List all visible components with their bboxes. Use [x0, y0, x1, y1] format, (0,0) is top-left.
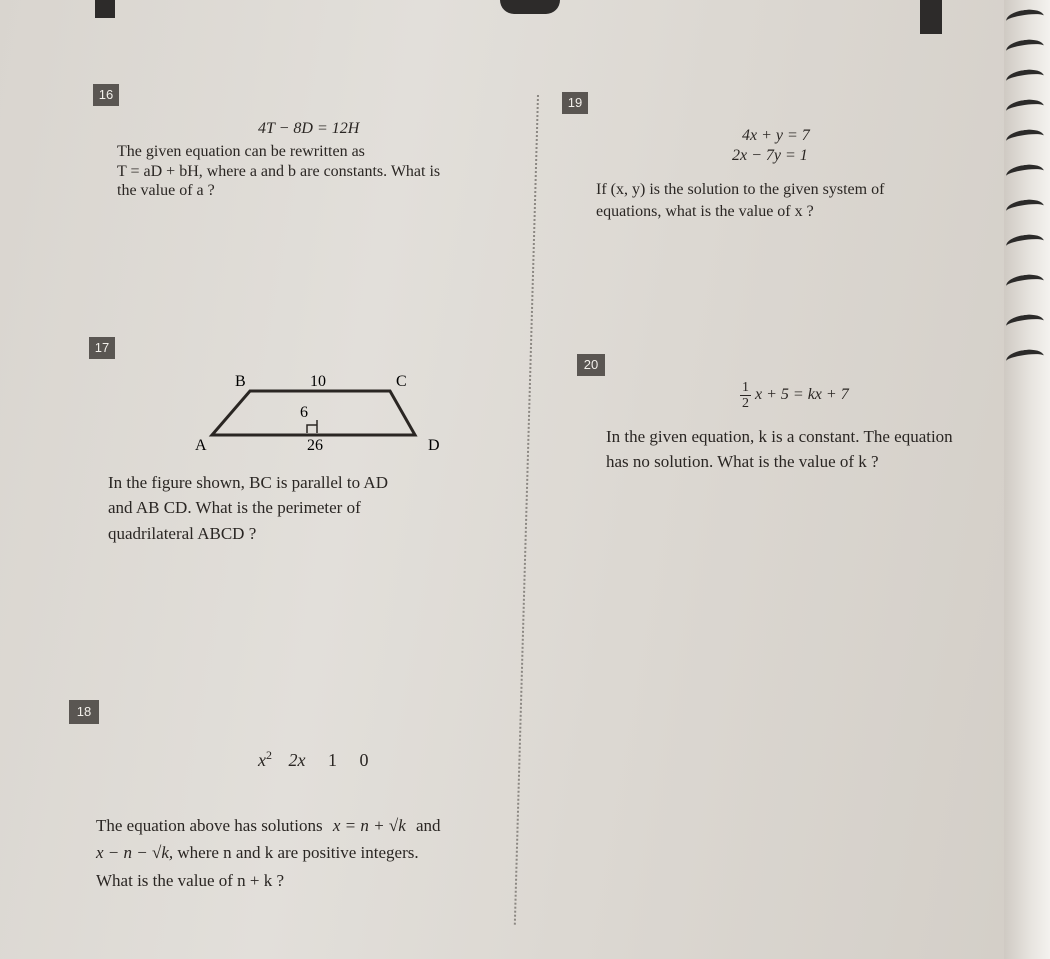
binding-ring — [1005, 197, 1045, 219]
q18-line1-post: and — [416, 816, 441, 835]
q20-fraction — [740, 380, 751, 411]
q19-text-line1: If (x, y) is the solution to the given system of — [596, 181, 885, 198]
q18-term3: 1 — [328, 750, 337, 770]
q18-x: x — [258, 750, 266, 770]
q18-line2-post: where n and k are positive integers. — [177, 843, 419, 862]
top-length-label: 10 — [310, 373, 326, 390]
q16-text-line1: The given equation can be rewritten as — [117, 143, 365, 160]
q18-exponent: 2 — [266, 748, 272, 762]
right-angle-marker — [307, 425, 317, 433]
bottom-length-label: 26 — [307, 437, 323, 454]
q18-text-line1 — [96, 813, 441, 839]
question-number-18: 18 — [69, 700, 99, 724]
binding-ring — [1005, 232, 1045, 254]
binding-ring — [1005, 67, 1045, 89]
binding-ring — [1005, 347, 1045, 369]
top-shadow — [500, 0, 560, 14]
q18-text-line2 — [96, 840, 419, 866]
q16-equation: 4T − 8D = 12H — [258, 120, 360, 137]
question-number-17: 17 — [89, 337, 115, 359]
q18-equation — [258, 748, 369, 771]
binding-ring — [1005, 127, 1045, 149]
vertex-a-label: A — [195, 437, 207, 454]
question-number-19: 19 — [562, 92, 588, 114]
q18-line2-math: x − n − √k, — [96, 843, 174, 862]
q18-rhs: 0 — [359, 750, 369, 770]
trapezoid-figure — [190, 362, 450, 458]
binding-ring — [1005, 312, 1045, 334]
q16-text-line3: the value of a ? — [117, 182, 215, 199]
q20-text-line1: In the given equation, k is a constant. The equation — [606, 427, 953, 446]
top-shadow — [95, 0, 115, 18]
q20-equation-rest: x + 5 = kx + 7 — [755, 386, 849, 404]
height-label: 6 — [300, 404, 308, 421]
q20-equation — [740, 380, 849, 411]
q17-text-line2: and AB CD. What is the perimeter of — [108, 498, 361, 517]
binding-ring — [1005, 162, 1045, 184]
vertex-c-label: C — [396, 373, 407, 390]
fraction-denominator: 2 — [742, 396, 749, 411]
column-divider — [514, 95, 539, 925]
question-number-20: 20 — [577, 354, 605, 376]
q19-equation-1: 4x + y = 7 — [742, 127, 810, 144]
q16-text-line2: T = aD + bH, where a and b are constants. What is — [117, 163, 441, 180]
q18-line1-pre: The equation above has solutions — [96, 816, 323, 835]
binding-ring — [1005, 272, 1045, 294]
q18-line1-math: x = n + √k — [332, 816, 406, 835]
q18-term2: 2x — [288, 750, 306, 770]
vertex-d-label: D — [428, 437, 440, 454]
q19-equation-2: 2x − 7y = 1 — [732, 147, 808, 164]
top-shadow — [920, 0, 942, 34]
vertex-b-label: B — [235, 373, 246, 390]
binding-ring — [1005, 97, 1045, 119]
fraction-numerator: 1 — [742, 380, 749, 395]
binding-ring — [1005, 37, 1045, 59]
q19-text-line2: equations, what is the value of x ? — [596, 203, 814, 220]
spiral-binding — [1004, 0, 1050, 959]
q17-text-line1: In the figure shown, BC is parallel to AD — [108, 473, 388, 492]
trapezoid-shape — [212, 391, 415, 435]
q20-text-line2: has no solution. What is the value of k ? — [606, 452, 879, 471]
binding-ring — [1005, 7, 1045, 29]
q18-text-line3: What is the value of n + k ? — [96, 871, 285, 890]
q17-text-line3: quadrilateral ABCD ? — [108, 524, 257, 543]
question-number-16: 16 — [93, 84, 119, 106]
